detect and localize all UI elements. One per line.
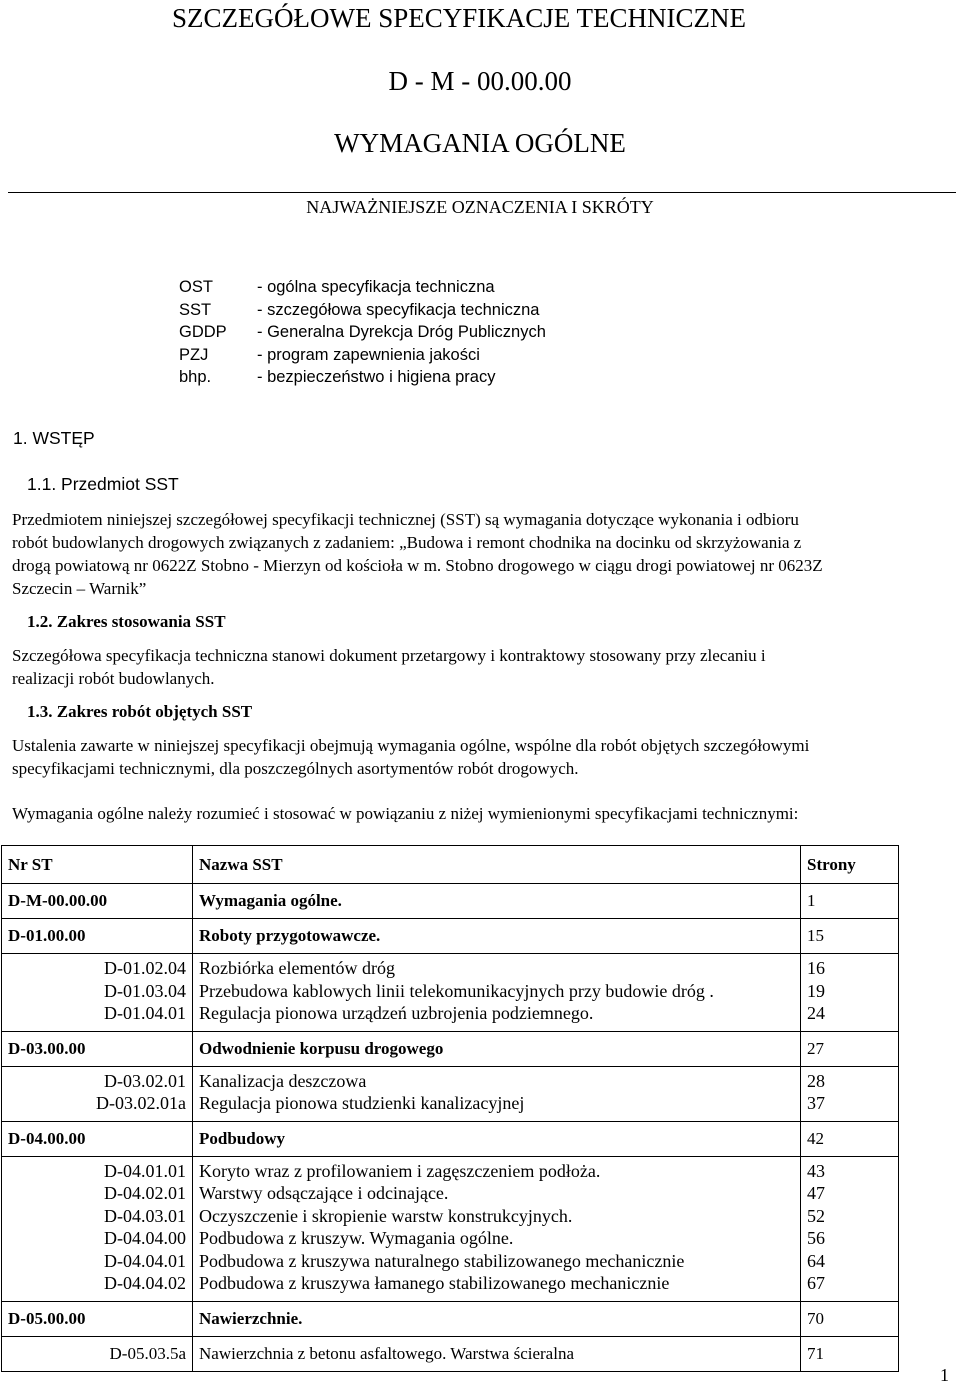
table-row-group	[2, 1031, 899, 1066]
item-page: 16	[807, 958, 825, 978]
paragraph-line: robót budowlanych drogowych związanych z zadaniem: „Budowa i remont chodnika na docinku od skrzyżowania z	[12, 533, 802, 552]
group-page: 27	[801, 1031, 899, 1066]
section-heading-1-1: 1.1. Przedmiot SST	[27, 474, 179, 494]
item-name: Rozbiórka elementów dróg	[199, 958, 395, 978]
item-code: D-03.02.01	[104, 1070, 186, 1091]
abbreviations-heading: NAJWAŻNIEJSZE OZNACZENIA I SKRÓTY	[306, 197, 654, 217]
item-pages	[801, 1156, 899, 1301]
paragraph-1-3-b	[12, 802, 952, 825]
paragraph-line: Szczegółowa specyfikacja techniczna stanowi dokument przetargowy i kontraktowy stosowany przy zlecaniu i	[12, 646, 766, 665]
document-title: SZCZEGÓŁOWE SPECYFIKACJE TECHNICZNE	[172, 3, 747, 33]
item-page: 37	[807, 1093, 825, 1113]
paragraph-1-2	[12, 644, 952, 690]
abbr-desc: - bezpieczeństwo i higiena pracy	[257, 368, 496, 386]
sst-table	[1, 845, 899, 1372]
item-name: Podbudowa z kruszywa łamanego stabilizowanego mechanicznie	[199, 1273, 670, 1293]
paragraph-line: Ustalenia zawarte w niniejszej specyfikacji obejmują wymagania ogólne, wspólne dla robót objętych szczegółowymi	[12, 736, 810, 755]
paragraph-line: specyfikacjami technicznymi, dla poszczególnych asortymentów robót drogowych.	[12, 759, 579, 778]
item-code: D-04.04.02	[104, 1273, 186, 1293]
item-name: Regulacja pionowa studzienki kanalizacyjnej	[199, 1093, 525, 1113]
item-page: 64	[807, 1250, 825, 1271]
abbreviations-descriptions	[257, 276, 546, 389]
abbr-code: SST	[179, 300, 212, 319]
item-pages	[801, 954, 899, 1032]
item-page: 19	[807, 980, 825, 1001]
header-nazwa-sst: Nazwa SST	[193, 846, 801, 884]
item-names	[193, 954, 801, 1032]
table-row-items	[2, 1156, 899, 1301]
item-name: Kanalizacja deszczowa	[199, 1070, 367, 1091]
table-row-items	[2, 954, 899, 1032]
table-row-item	[2, 1336, 899, 1371]
group-code: D-04.00.00	[2, 1121, 193, 1156]
item-page: 56	[807, 1228, 825, 1248]
item-name: Podbudowa z kruszywa naturalnego stabilizowanego mechanicznie	[199, 1250, 685, 1271]
item-pages	[801, 1066, 899, 1121]
item-code: D-04.02.01	[104, 1183, 186, 1203]
group-name: Wymagania ogólne.	[193, 884, 801, 919]
item-page: 28	[807, 1070, 825, 1091]
abbr-code: bhp.	[179, 368, 212, 386]
item-page: 71	[801, 1336, 899, 1371]
item-code: D-04.04.01	[104, 1250, 186, 1271]
item-code-cell	[2, 1336, 193, 1371]
abbr-code: PZJ	[179, 345, 209, 364]
paragraph-1-3	[12, 734, 952, 780]
item-code: D-01.04.01	[104, 1003, 186, 1023]
item-codes	[2, 954, 193, 1032]
group-code: D-01.00.00	[2, 919, 193, 954]
document-code: D - M - 00.00.00	[388, 66, 572, 96]
document-subtitle: WYMAGANIA OGÓLNE	[334, 128, 626, 158]
item-name: Przebudowa kablowych linii telekomunikacyjnych przy budowie dróg .	[199, 980, 714, 1001]
group-code: D-03.00.00	[2, 1031, 193, 1066]
table-row-group	[2, 1121, 899, 1156]
paragraph-line: Wymagania ogólne należy rozumieć i stosować w powiązaniu z niżej wymienionymi specyfikacjami technicznymi:	[12, 804, 799, 823]
section-heading-wstep: 1. WSTĘP	[13, 428, 95, 448]
item-name: Nawierzchnia z betonu asfaltowego. Warstwa ścieralna	[193, 1336, 801, 1371]
item-page: 52	[807, 1205, 825, 1226]
header-strony: Strony	[801, 846, 899, 884]
paragraph-line: Szczecin – Warnik”	[12, 579, 147, 598]
paragraph-1-1	[12, 508, 952, 600]
abbr-desc: - szczegółowa specyfikacja techniczna	[257, 300, 540, 319]
item-code: D-04.03.01	[104, 1205, 186, 1226]
group-code: D-05.00.00	[2, 1301, 193, 1336]
item-code: D-05.03.5a	[109, 1343, 186, 1363]
table-row-group	[2, 1301, 899, 1336]
item-name: Regulacja pionowa urządzeń uzbrojenia podziemnego.	[199, 1003, 594, 1023]
table-row-items	[2, 1066, 899, 1121]
item-page: 47	[807, 1183, 825, 1203]
group-page: 1	[801, 884, 899, 919]
group-code: D-M-00.00.00	[2, 884, 193, 919]
item-code: D-01.03.04	[104, 980, 186, 1001]
group-page: 42	[801, 1121, 899, 1156]
item-code: D-01.02.04	[104, 958, 186, 978]
abbreviations-codes	[179, 276, 227, 389]
item-code: D-04.01.01	[104, 1160, 186, 1181]
paragraph-line: realizacji robót budowlanych.	[12, 669, 215, 688]
table-row-group	[2, 919, 899, 954]
header-rule	[8, 192, 956, 193]
item-name: Warstwy odsączające i odcinające.	[199, 1183, 449, 1203]
page-number: 1	[940, 1365, 949, 1385]
section-heading-1-3: 1.3. Zakres robót objętych SST	[27, 702, 253, 721]
item-page: 67	[807, 1273, 825, 1293]
paragraph-line: Przedmiotem niniejszej szczegółowej specyfikacji technicznej (SST) są wymagania dotyczące wykonania i odbioru	[12, 510, 799, 529]
item-name: Oczyszczenie i skropienie warstw konstrukcyjnych.	[199, 1205, 573, 1226]
abbr-desc: - program zapewnienia jakości	[257, 345, 480, 364]
group-name: Odwodnienie korpusu drogowego	[193, 1031, 801, 1066]
item-page: 43	[807, 1160, 825, 1181]
abbr-code: OST	[179, 278, 213, 296]
item-code: D-03.02.01a	[96, 1093, 186, 1113]
abbr-desc: - Generalna Dyrekcja Dróg Publicznych	[257, 323, 546, 341]
table-header-row	[2, 846, 899, 884]
group-name: Podbudowy	[193, 1121, 801, 1156]
item-page: 24	[807, 1003, 825, 1023]
table-row-group	[2, 884, 899, 919]
group-name: Nawierzchnie.	[193, 1301, 801, 1336]
group-page: 15	[801, 919, 899, 954]
abbr-desc: - ogólna specyfikacja techniczna	[257, 278, 495, 296]
section-heading-1-2: 1.2. Zakres stosowania SST	[27, 612, 226, 631]
item-name: Podbudowa z kruszyw. Wymagania ogólne.	[199, 1228, 514, 1248]
item-names	[193, 1066, 801, 1121]
paragraph-line: drogą powiatową nr 0622Z Stobno - Mierzyn od kościoła w m. Stobno drogowego w ciągu drogi powiatowej nr 0623Z	[12, 556, 823, 575]
item-names	[193, 1156, 801, 1301]
item-name: Koryto wraz z profilowaniem i zagęszczeniem podłoża.	[199, 1160, 601, 1181]
group-name: Roboty przygotowawcze.	[193, 919, 801, 954]
group-page: 70	[801, 1301, 899, 1336]
header-nr-st: Nr ST	[2, 846, 193, 884]
abbr-code: GDDP	[179, 323, 227, 341]
item-codes	[2, 1066, 193, 1121]
item-code: D-04.04.00	[104, 1228, 186, 1248]
item-codes	[2, 1156, 193, 1301]
